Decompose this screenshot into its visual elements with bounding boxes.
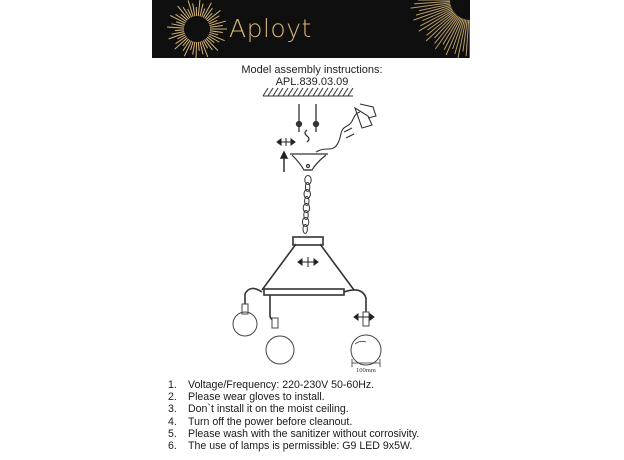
canopy [290, 154, 328, 170]
scale-bar-icon [352, 359, 380, 367]
list-item: 6. The use of lamps is permissible: G9 LED 9x5W. [168, 440, 413, 453]
ceiling-hatch-icon [263, 88, 353, 96]
wire-connector [316, 104, 376, 152]
list-item: 3. Don`t install it on the moist ceiling. [168, 403, 349, 416]
brand-banner [152, 0, 470, 58]
up-arrow-icon [281, 152, 287, 172]
screw-icon [297, 104, 319, 142]
list-item: 2. Please wear gloves to install. [168, 391, 325, 404]
rotate-arrows-icon [277, 138, 295, 146]
list-item: 4. Turn off the power before cleanout. [168, 415, 353, 428]
list-item: 5. Please wash with the sanitizer without corrosivity. [168, 427, 420, 440]
globe-shade-icon [233, 304, 381, 365]
model-code: APL.839.03.09 [275, 76, 349, 88]
instructions-list [168, 379, 419, 452]
rotate-arrows-icon [298, 257, 318, 267]
brand-name: Aployt [229, 14, 312, 43]
chain-link [303, 225, 307, 234]
page-title: Model assembly instructions: [241, 64, 383, 76]
list-item: 1. Voltage/Frequency: 220-230V 50-60Hz. [168, 379, 375, 391]
scale-label: 100mm [356, 367, 376, 374]
assembly-diagram [0, 86, 624, 376]
chain [302, 176, 311, 234]
lamp-frame [245, 237, 366, 320]
